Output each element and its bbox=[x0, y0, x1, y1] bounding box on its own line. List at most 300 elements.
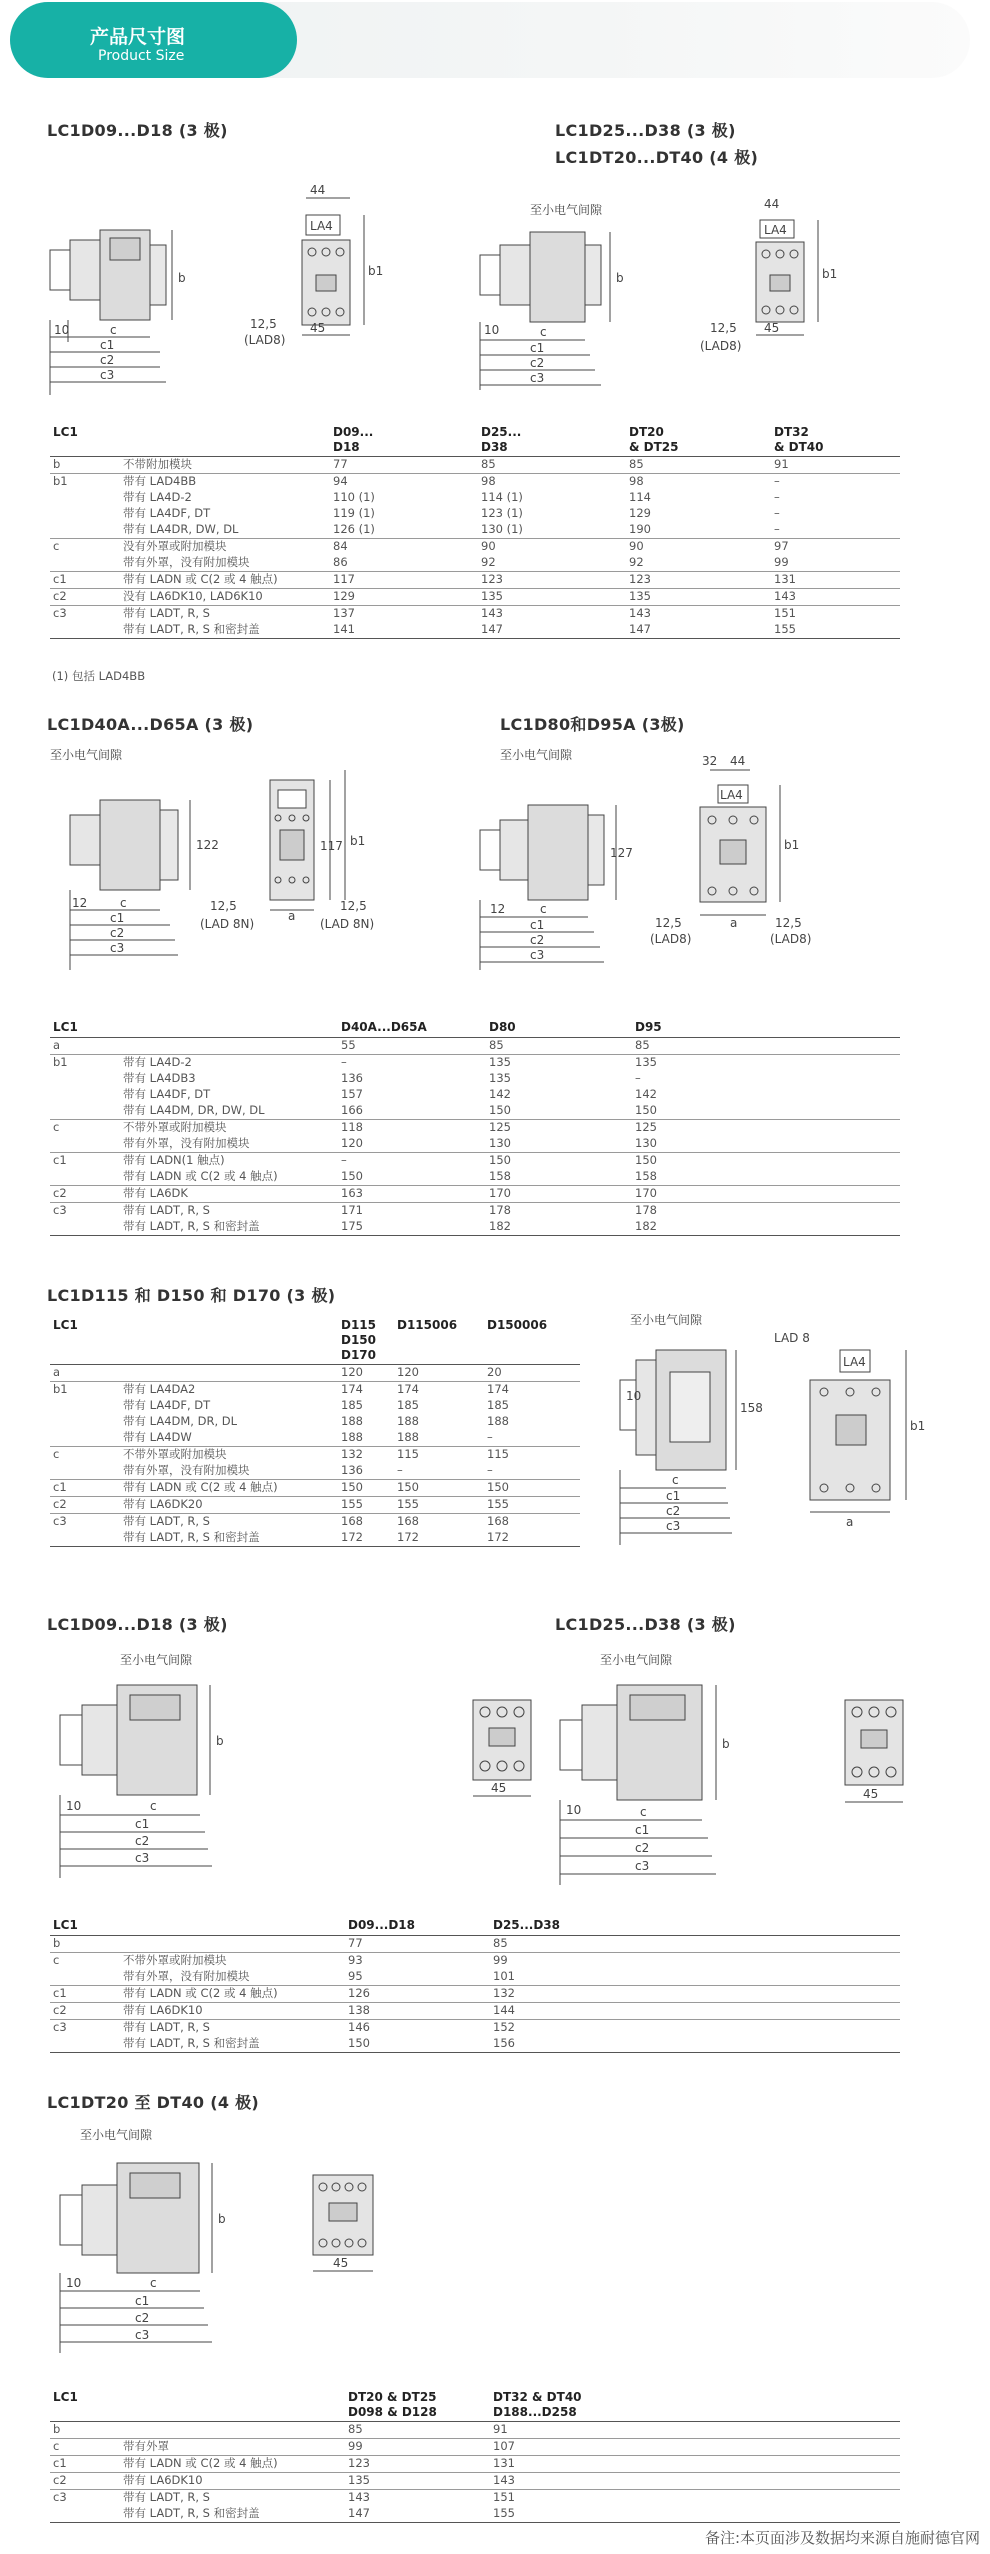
section-title: LC1D09...D18 (3 极) bbox=[47, 121, 228, 140]
dim-c2: c2 bbox=[530, 933, 545, 947]
la4-label: LA4 bbox=[310, 219, 333, 233]
clearance-label: 至小电气间隙 bbox=[500, 748, 573, 762]
table-row bbox=[50, 2422, 900, 2439]
table-cell: 143 bbox=[478, 606, 626, 623]
table-cell: 90 bbox=[626, 539, 771, 556]
row-key bbox=[50, 1414, 120, 1430]
row-desc: 带有 LADN(1 触点) bbox=[120, 1153, 338, 1170]
la4-label: LA4 bbox=[764, 223, 787, 237]
row-desc: 带有外罩，没有附加模块 bbox=[123, 1136, 250, 1150]
dim-10: 10 bbox=[54, 323, 70, 337]
table-cell: 91 bbox=[493, 2422, 508, 2436]
table-cell: 178 bbox=[632, 1203, 900, 1220]
row-desc: 不带外罩或附加模块 bbox=[120, 1120, 338, 1137]
row-desc: 带有 LADN 或 C(2 或 4 触点) bbox=[120, 1986, 345, 2003]
table-cell: 85 bbox=[348, 2422, 363, 2436]
row-desc bbox=[120, 2422, 345, 2439]
row-key: c bbox=[50, 1953, 120, 1970]
dim-158: 158 bbox=[740, 1401, 763, 1415]
row-desc: 带有 LAD4BB bbox=[120, 474, 330, 491]
dim-a: a bbox=[288, 909, 296, 923]
row-key: c1 bbox=[50, 572, 120, 589]
table-cell: 119 (1) bbox=[333, 506, 375, 520]
table-cell: 84 bbox=[330, 539, 478, 556]
dim-44: 44 bbox=[310, 183, 326, 197]
col-header: LC1 bbox=[50, 425, 120, 457]
col-header bbox=[120, 1918, 345, 1936]
row-desc: 带有 LA6DK20 bbox=[120, 1497, 338, 1514]
row-desc: 带有 LA6DK bbox=[120, 1186, 338, 1203]
table-cell: 136 bbox=[341, 1463, 363, 1477]
dim-10: 10 bbox=[566, 1803, 582, 1817]
col-header bbox=[120, 1318, 338, 1365]
page-subtitle: Product Size bbox=[98, 48, 185, 64]
dim-32: 32 bbox=[702, 754, 718, 768]
dim-c1: c1 bbox=[635, 1823, 650, 1837]
col-header bbox=[120, 2390, 345, 2422]
row-desc: 带有 LADT, R, S 和密封盖 bbox=[120, 1530, 338, 1547]
table-cell: 185 bbox=[397, 1398, 419, 1412]
la4-label: LA4 bbox=[720, 788, 743, 802]
dim-45: 45 bbox=[863, 1787, 879, 1801]
table-cell: 123 bbox=[478, 572, 626, 589]
row-desc: 没有外罩或附加模块 bbox=[120, 539, 330, 556]
row-key: c2 bbox=[50, 1497, 120, 1514]
row-desc: 带有 LA4DF, DT bbox=[123, 1087, 211, 1101]
table-cell: 131 bbox=[490, 2456, 900, 2473]
row-desc: 带有 LADT, R, S bbox=[120, 2020, 345, 2037]
col-header: DT32 & DT40 bbox=[771, 425, 900, 457]
row-key: c2 bbox=[50, 2473, 120, 2490]
table-cell: 97 bbox=[771, 539, 900, 556]
table-row bbox=[50, 1969, 900, 1986]
table-row bbox=[50, 506, 900, 522]
dim-10: 10 bbox=[66, 2276, 82, 2290]
table-row bbox=[50, 1398, 580, 1414]
table-cell: 182 bbox=[486, 1219, 632, 1236]
table-cell: 85 bbox=[481, 457, 496, 471]
table-cell: 155 bbox=[490, 2506, 900, 2523]
col-header: D40A...D65A bbox=[338, 1020, 486, 1038]
diagram-front-view bbox=[465, 1690, 545, 1830]
row-key bbox=[50, 1530, 120, 1547]
table-cell: 150 bbox=[635, 1103, 657, 1117]
spec-table bbox=[50, 2390, 900, 2523]
table-row bbox=[50, 1365, 580, 1382]
table-cell: 143 bbox=[490, 2473, 900, 2490]
dim-c: c bbox=[120, 896, 127, 910]
diagram-front-view bbox=[700, 180, 850, 360]
dim-b: b bbox=[178, 271, 186, 285]
table-row bbox=[50, 1136, 900, 1153]
diagram-front-view bbox=[200, 760, 400, 960]
col-header: DT20 & DT25 D098 & D128 bbox=[345, 2390, 490, 2422]
dim-c3: c3 bbox=[135, 2328, 150, 2342]
table-cell: 131 bbox=[771, 572, 900, 589]
col-header: D115006 bbox=[394, 1318, 484, 1365]
table-row bbox=[50, 2473, 900, 2490]
la4-label: LA4 bbox=[843, 1355, 866, 1369]
section-title: LC1D09...D18 (3 极) bbox=[47, 1615, 228, 1634]
row-key bbox=[50, 555, 120, 572]
table-cell: – bbox=[338, 1055, 486, 1072]
table-cell: 150 bbox=[338, 1480, 394, 1497]
table-cell: 150 bbox=[486, 1153, 632, 1170]
table-cell: 115 bbox=[394, 1447, 484, 1464]
lad8-label: (LAD8) bbox=[700, 339, 742, 353]
table-row bbox=[50, 1447, 580, 1464]
table-cell: 188 bbox=[341, 1430, 363, 1444]
lad8-label: (LAD8) bbox=[244, 333, 286, 347]
dim-c3: c3 bbox=[666, 1519, 681, 1533]
dim-c3: c3 bbox=[110, 941, 125, 955]
row-key bbox=[50, 1136, 120, 1153]
table-cell: 77 bbox=[348, 1936, 363, 1950]
dim-12-5: 12,5 bbox=[210, 899, 237, 913]
spec-table bbox=[50, 1318, 580, 1547]
table-row bbox=[50, 2490, 900, 2507]
table-cell: 129 bbox=[330, 589, 478, 606]
diagram-front-view bbox=[650, 745, 850, 970]
table-row bbox=[50, 555, 900, 572]
table-cell: 174 bbox=[484, 1382, 580, 1399]
row-key bbox=[50, 506, 120, 522]
table-cell: 86 bbox=[333, 555, 348, 569]
dim-c: c bbox=[150, 2276, 157, 2290]
table-cell: 143 bbox=[771, 589, 900, 606]
table-row bbox=[50, 1414, 580, 1430]
table-cell: 135 bbox=[632, 1055, 900, 1072]
table-cell: 85 bbox=[629, 457, 644, 471]
table-row bbox=[50, 1514, 580, 1531]
table-cell: 174 bbox=[338, 1382, 394, 1399]
row-key: b bbox=[53, 1936, 61, 1950]
table-cell: – bbox=[635, 1071, 641, 1085]
dim-12-5: 12,5 bbox=[340, 899, 367, 913]
table-cell: 91 bbox=[774, 457, 789, 471]
diagram-side-view bbox=[470, 745, 650, 975]
col-header: D95 bbox=[632, 1020, 900, 1038]
table-row bbox=[50, 2506, 900, 2523]
dim-10: 10 bbox=[626, 1389, 642, 1403]
col-header: D150006 bbox=[484, 1318, 580, 1365]
clearance-label: 至小电气间隙 bbox=[80, 2128, 153, 2142]
footer-note: 备注:本页面涉及数据均来源自施耐德官网 bbox=[704, 2529, 980, 2547]
table-row bbox=[50, 606, 900, 623]
col-header: LC1 bbox=[50, 2390, 120, 2422]
row-key: b bbox=[53, 2422, 61, 2436]
table-cell: 125 bbox=[632, 1120, 900, 1137]
section-title: LC1D25...D38 (3 极) bbox=[555, 121, 736, 140]
table-cell: 85 bbox=[635, 1038, 650, 1052]
row-desc bbox=[120, 1936, 345, 1953]
table-cell: 136 bbox=[341, 1071, 363, 1085]
row-desc: 带有 LADT, R, S bbox=[120, 2490, 345, 2507]
table-row bbox=[50, 2020, 900, 2037]
table-cell: – bbox=[771, 474, 900, 491]
row-desc: 带有 LADN 或 C(2 或 4 触点) bbox=[120, 572, 330, 589]
row-desc: 带有外罩 bbox=[120, 2439, 345, 2456]
table-cell: 120 bbox=[397, 1365, 419, 1379]
col-header bbox=[120, 1020, 338, 1038]
dim-b1: b1 bbox=[350, 834, 366, 848]
table-row bbox=[50, 539, 900, 556]
col-header: D80 bbox=[486, 1020, 632, 1038]
row-desc: 带有 LA4D-2 bbox=[123, 490, 192, 504]
table-cell: 99 bbox=[490, 1953, 900, 1970]
table-cell: 170 bbox=[486, 1186, 632, 1203]
table-cell: 150 bbox=[489, 1103, 511, 1117]
table-cell: 170 bbox=[632, 1186, 900, 1203]
row-key: c3 bbox=[50, 1203, 120, 1220]
table-cell: 107 bbox=[490, 2439, 900, 2456]
table-cell: 155 bbox=[484, 1497, 580, 1514]
table-cell: – bbox=[774, 490, 780, 504]
table-cell: 188 bbox=[487, 1414, 509, 1428]
row-desc bbox=[120, 1038, 338, 1055]
table-cell: 188 bbox=[397, 1430, 419, 1444]
table-cell: – bbox=[338, 1153, 486, 1170]
table-row bbox=[50, 1219, 900, 1236]
table-cell: 93 bbox=[345, 1953, 490, 1970]
header-tab bbox=[10, 2, 297, 78]
row-desc: 带有 LA6DK10 bbox=[120, 2003, 345, 2020]
table-row bbox=[50, 2003, 900, 2020]
table-cell: 85 bbox=[489, 1038, 504, 1052]
dim-117: 117 bbox=[320, 839, 343, 853]
dim-b1: b1 bbox=[368, 264, 384, 278]
table-cell: 190 bbox=[629, 522, 651, 536]
table-row bbox=[50, 1071, 900, 1087]
clearance-label: 至小电气间隙 bbox=[50, 748, 123, 762]
dim-45: 45 bbox=[333, 2256, 349, 2270]
table-cell: 92 bbox=[629, 555, 644, 569]
row-desc: 带有 LADT, R, S 和密封盖 bbox=[120, 2506, 345, 2523]
table-cell: 158 bbox=[489, 1169, 511, 1183]
clearance-label: 至小电气间隙 bbox=[600, 1653, 673, 1667]
table-cell: 92 bbox=[481, 555, 496, 569]
spec-table bbox=[50, 1020, 900, 1236]
row-key: b1 bbox=[50, 1055, 120, 1072]
dim-c1: c1 bbox=[100, 338, 115, 352]
table-row bbox=[50, 2036, 900, 2053]
table-cell: 147 bbox=[345, 2506, 490, 2523]
dim-44: 44 bbox=[730, 754, 746, 768]
table-row bbox=[50, 1153, 900, 1170]
col-header: DT20 & DT25 bbox=[626, 425, 771, 457]
row-desc: 带有外罩，没有附加模块 bbox=[123, 555, 250, 569]
row-key: c3 bbox=[50, 2020, 120, 2037]
dim-c: c bbox=[150, 1799, 157, 1813]
table-cell: 117 bbox=[330, 572, 478, 589]
table-row bbox=[50, 474, 900, 491]
row-key bbox=[50, 1103, 120, 1120]
table-cell: 120 bbox=[341, 1136, 363, 1150]
diagram-front-view bbox=[240, 180, 400, 350]
table-cell: 188 bbox=[341, 1414, 363, 1428]
col-header: LC1 bbox=[50, 1918, 120, 1936]
row-key bbox=[50, 522, 120, 539]
table-row bbox=[50, 572, 900, 589]
table-row bbox=[50, 1186, 900, 1203]
table-row bbox=[50, 1103, 900, 1120]
dim-122: 122 bbox=[196, 838, 219, 852]
table-cell: 155 bbox=[394, 1497, 484, 1514]
table-cell: 123 (1) bbox=[481, 506, 523, 520]
row-key: c bbox=[50, 2439, 120, 2456]
table-row bbox=[50, 1038, 900, 1055]
table-cell: 150 bbox=[484, 1480, 580, 1497]
table-cell: 130 (1) bbox=[481, 522, 523, 536]
row-key: c1 bbox=[50, 2456, 120, 2473]
dim-c1: c1 bbox=[530, 918, 545, 932]
table-row bbox=[50, 1382, 580, 1399]
dim-c2: c2 bbox=[135, 1834, 150, 1848]
table-cell: 151 bbox=[490, 2490, 900, 2507]
row-desc: 带有 LA4DM, DR, DL bbox=[123, 1414, 238, 1428]
clearance-label: 至小电气间隙 bbox=[530, 203, 603, 217]
table-cell: 182 bbox=[632, 1219, 900, 1236]
dim-c: c bbox=[110, 323, 117, 337]
row-key: a bbox=[53, 1038, 61, 1052]
table-cell: 123 bbox=[626, 572, 771, 589]
table-cell: 147 bbox=[626, 622, 771, 639]
table-cell: 110 (1) bbox=[333, 490, 375, 504]
row-key: c2 bbox=[50, 1186, 120, 1203]
table-cell: 101 bbox=[493, 1969, 515, 1983]
row-key: b1 bbox=[50, 1382, 120, 1399]
row-key: c3 bbox=[50, 2490, 120, 2507]
dim-c3: c3 bbox=[530, 371, 545, 385]
table-row bbox=[50, 1463, 580, 1480]
col-header: D09... D18 bbox=[330, 425, 478, 457]
dim-44: 44 bbox=[764, 197, 780, 211]
row-desc: 带有 LA4DM, DR, DW, DL bbox=[123, 1103, 265, 1117]
row-key: b bbox=[53, 457, 61, 471]
table-cell: 150 bbox=[345, 2036, 490, 2053]
row-key: c3 bbox=[50, 606, 120, 623]
table-cell: 77 bbox=[333, 457, 348, 471]
table-cell: 142 bbox=[635, 1087, 657, 1101]
row-desc: 带有 LADN 或 C(2 或 4 触点) bbox=[120, 2456, 345, 2473]
table-cell: 157 bbox=[341, 1087, 363, 1101]
row-desc: 带有 LA4DA2 bbox=[120, 1382, 338, 1399]
table-row bbox=[50, 1497, 580, 1514]
row-key bbox=[50, 1969, 120, 1986]
table-cell: 135 bbox=[626, 589, 771, 606]
dim-c2: c2 bbox=[100, 353, 115, 367]
row-desc: 不带外罩或附加模块 bbox=[120, 1953, 345, 1970]
row-key bbox=[50, 2506, 120, 2523]
table-row bbox=[50, 1936, 900, 1953]
row-desc: 带有 LADN 或 C(2 或 4 触点) bbox=[123, 1169, 278, 1183]
dim-127: 127 bbox=[610, 846, 633, 860]
table-cell: 138 bbox=[345, 2003, 490, 2020]
table-row bbox=[50, 1530, 580, 1547]
row-key: c bbox=[50, 539, 120, 556]
row-desc: 不带附加模块 bbox=[123, 457, 192, 471]
table-cell: 85 bbox=[493, 1936, 508, 1950]
row-desc: 带有 LA4DR, DW, DL bbox=[123, 522, 239, 536]
table-cell: 158 bbox=[635, 1169, 657, 1183]
table-cell: 114 bbox=[629, 490, 651, 504]
row-desc: 带有 LADT, R, S 和密封盖 bbox=[120, 2036, 345, 2053]
table-cell: 135 bbox=[489, 1071, 511, 1085]
dim-b: b bbox=[616, 271, 624, 285]
diagram-front-view bbox=[770, 1320, 950, 1530]
table-cell: 126 (1) bbox=[333, 522, 375, 536]
row-desc: 带有 LA4D-2 bbox=[120, 1055, 338, 1072]
table-row bbox=[50, 522, 900, 539]
table-cell: 168 bbox=[338, 1514, 394, 1531]
spec-table bbox=[50, 425, 900, 639]
dim-b: b bbox=[216, 1734, 224, 1748]
table-cell: 141 bbox=[330, 622, 478, 639]
lad8-label: (LAD8) bbox=[770, 932, 812, 946]
dim-10: 10 bbox=[484, 323, 500, 337]
table-cell: 95 bbox=[348, 1969, 363, 1983]
dim-12-5: 12,5 bbox=[250, 317, 277, 331]
diagram-side-view bbox=[40, 2125, 280, 2355]
dim-12-5: 12,5 bbox=[710, 321, 737, 335]
section-title: LC1D115 和 D150 和 D170 (3 极) bbox=[47, 1286, 336, 1305]
table-cell: – bbox=[397, 1463, 403, 1477]
section-title: LC1DT20 至 DT40 (4 极) bbox=[47, 2093, 260, 2112]
dim-c2: c2 bbox=[666, 1504, 681, 1518]
dim-b1: b1 bbox=[910, 1419, 926, 1433]
table-cell: 172 bbox=[394, 1530, 484, 1547]
dim-c2: c2 bbox=[110, 926, 125, 940]
diagram-side-view bbox=[40, 1650, 280, 1880]
row-key: b1 bbox=[50, 474, 120, 491]
table-cell: 129 bbox=[629, 506, 651, 520]
table-cell: 126 bbox=[345, 1986, 490, 2003]
table-cell: 125 bbox=[486, 1120, 632, 1137]
row-key: a bbox=[53, 1365, 61, 1379]
spec-table bbox=[50, 1918, 900, 2053]
table-cell: 137 bbox=[330, 606, 478, 623]
table-cell: 98 bbox=[626, 474, 771, 491]
diagram-side-view bbox=[470, 200, 670, 400]
col-header: LC1 bbox=[50, 1020, 120, 1038]
dim-b1: b1 bbox=[822, 267, 838, 281]
row-key bbox=[50, 622, 120, 639]
row-key bbox=[50, 2036, 120, 2053]
dim-c: c bbox=[672, 1473, 679, 1487]
table-cell: – bbox=[487, 1463, 493, 1477]
row-desc: 带有 LADT, R, S 和密封盖 bbox=[120, 1219, 338, 1236]
table-cell: 135 bbox=[486, 1055, 632, 1072]
row-key: c3 bbox=[50, 1514, 120, 1531]
row-desc: 带有 LADT, R, S 和密封盖 bbox=[120, 622, 330, 639]
lad8-label: LAD 8 bbox=[774, 1331, 810, 1345]
dim-b: b bbox=[218, 2212, 226, 2226]
table-cell: 168 bbox=[484, 1514, 580, 1531]
row-desc: 带有 LA4DF, DT bbox=[123, 1398, 211, 1412]
table-cell: 174 bbox=[394, 1382, 484, 1399]
dim-c: c bbox=[540, 902, 547, 916]
table-cell: 55 bbox=[341, 1038, 356, 1052]
table-cell: 172 bbox=[338, 1530, 394, 1547]
table-cell: 132 bbox=[490, 1986, 900, 2003]
row-key bbox=[50, 490, 120, 506]
table-cell: 130 bbox=[489, 1136, 511, 1150]
row-desc: 带有 LADN 或 C(2 或 4 触点) bbox=[120, 1480, 338, 1497]
row-desc: 带有 LADT, R, S bbox=[120, 1514, 338, 1531]
row-desc: 不带外罩或附加模块 bbox=[120, 1447, 338, 1464]
table-cell: 147 bbox=[478, 622, 626, 639]
diagram-front-view bbox=[835, 1690, 915, 1835]
